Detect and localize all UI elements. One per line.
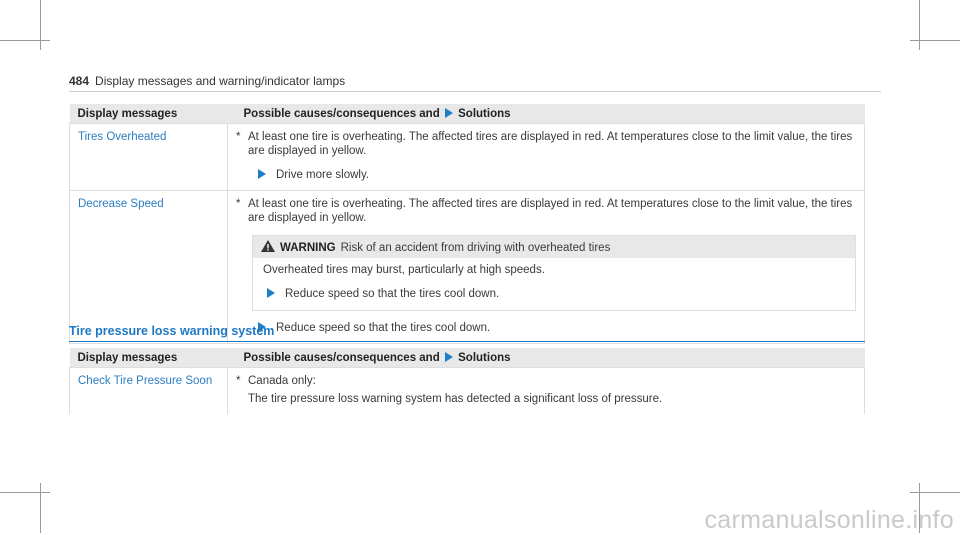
column-header-causes	[228, 348, 865, 368]
crop-mark	[910, 40, 960, 41]
warning-header	[253, 236, 855, 258]
warning-box	[252, 235, 856, 311]
solution-text: Reduce speed so that the tires cool down.	[276, 322, 491, 334]
crop-mark	[0, 492, 50, 493]
section-title: Tire pressure loss warning system	[69, 324, 275, 338]
warning-step	[263, 287, 845, 301]
messages-table	[69, 104, 865, 344]
section-divider	[69, 341, 865, 342]
causes-cell	[228, 368, 865, 415]
solution-step	[246, 321, 856, 335]
message-decrease-speed[interactable]: Decrease Speed	[70, 191, 228, 344]
cause-text: Canada only:	[248, 375, 316, 387]
warning-label: WARNING	[280, 242, 336, 254]
cause-text: At least one tire is overheating. The affected tires are displayed in red. At temperatures close to the limit value, the tires are displayed in yellow.	[248, 131, 853, 157]
warning-step-text: Reduce speed so that the tires cool down.	[285, 288, 500, 300]
column-header-causes-text: Possible causes/consequences and	[243, 351, 440, 364]
warning-text: Risk of an accident from driving with overheated tires	[340, 242, 611, 254]
table-row	[70, 124, 865, 191]
cause-bullet: * At least one tire is overheating. The affected tires are displayed in red. At temperatures close to the limit value, the tires are displayed in yellow.	[236, 197, 856, 225]
warning-triangle-icon	[261, 240, 275, 252]
solution-step	[246, 168, 856, 182]
header-divider	[69, 91, 881, 92]
cause-text: At least one tire is overheating. The affected tires are displayed in red. At temperatures close to the limit value, the tires are displayed in yellow.	[248, 198, 853, 224]
page-number: 484	[69, 74, 90, 88]
column-header-causes	[228, 104, 865, 124]
table-header-row	[70, 348, 865, 368]
pressure-loss-table	[69, 348, 865, 414]
column-header-display-messages: Display messages	[70, 348, 228, 368]
crop-mark	[919, 0, 920, 50]
play-arrow-icon	[445, 108, 453, 118]
page-title: Display messages and warning/indicator lamps	[95, 74, 346, 88]
column-header-display-messages: Display messages	[70, 104, 228, 124]
solution-text: Drive more slowly.	[276, 169, 370, 181]
cause-bullet: * Canada only:	[236, 375, 316, 387]
message-check-tire-pressure-soon[interactable]: Check Tire Pressure Soon	[70, 368, 228, 415]
table-row	[70, 191, 865, 344]
causes-cell	[228, 124, 865, 191]
column-header-solutions-text: Solutions	[458, 351, 511, 364]
play-arrow-icon	[258, 169, 266, 179]
crop-mark	[0, 40, 50, 41]
play-arrow-icon	[445, 352, 453, 362]
warning-body	[253, 258, 855, 310]
crop-mark	[910, 492, 960, 493]
play-arrow-icon	[267, 288, 275, 298]
table-row	[70, 368, 865, 415]
column-header-solutions-text: Solutions	[458, 107, 511, 120]
message-tires-overheated[interactable]: Tires Overheated	[70, 124, 228, 191]
cause-detail: The tire pressure loss warning system has detected a significant loss of pressure.	[248, 393, 663, 405]
table-header-row	[70, 104, 865, 124]
watermark: carmanualsonline.info	[704, 506, 954, 534]
causes-cell	[228, 191, 865, 344]
cause-bullet: * At least one tire is overheating. The affected tires are displayed in red. At temperatures close to the limit value, the tires are displayed in yellow.	[236, 130, 856, 158]
warning-body-text: Overheated tires may burst, particularly at high speeds.	[263, 264, 545, 276]
crop-mark	[40, 0, 41, 50]
crop-mark	[40, 483, 41, 533]
column-header-causes-text: Possible causes/consequences and	[243, 107, 440, 120]
page-header	[69, 74, 345, 88]
